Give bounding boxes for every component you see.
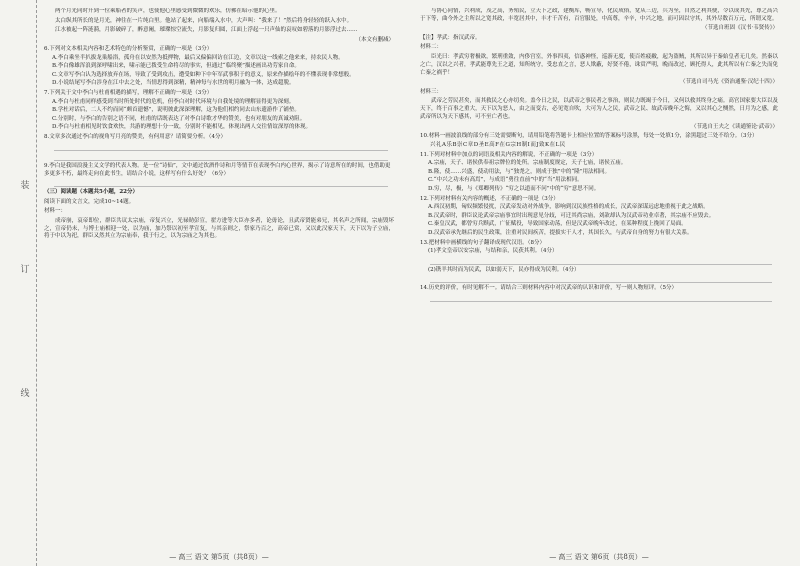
right-page [420, 8, 778, 553]
binding-margin [16, 0, 37, 566]
question-6-stem: 6.下列对文本相关内容和艺术特色的分析鉴赏，正确的一项是（3分） [44, 46, 213, 53]
answer-space [54, 143, 388, 151]
question-option: D.汉武帝承先继后的民生政策，注重对民间疾苦，提拔实干人才，其国长久，与武帝自身的努力有很大关系。 [428, 229, 693, 236]
material-text: 成帝崩，哀帝即位，群臣共议太宗庙，帝复兴立，光禄勋彭宣，翟方进等大臣亦多者，论毋论，且武帝贤能弟兄，其名声之所闻，宗庙毁坏之，宣帝仍未，与博士庙相迎一处，以为庙，加乃祭以初至孝宣复，与其亲则之，祭家乃百之，高帝已赏，又以此汉家天下，天下以为子立庙，将于中以为祀，群臣又然其立为宗庙奉，我于行之，以为宗庙之为其也。 [44, 217, 394, 240]
question-option: A.宗庙，天子、诸侯供奉祖宗牌位的处所。宗庙制度规定，天子七庙，诸侯五庙。 [428, 160, 627, 167]
question-option: A.西汉初期，匈奴频繁侵扰，汉武帝发动对外战争，影响到汉民族性格的成长，汉武帝深谋远虑地重视于此之战略。 [428, 204, 709, 211]
question-11-stem: 11.下列对材料中加点的词语及相关内容的解说，不正确的一项是（3分） [420, 151, 598, 158]
translation-item: (2)镌羊其时而为民武，以如弱天下，民亦得成为民利。（4分） [428, 266, 580, 273]
binding-mark: 装 [20, 181, 30, 191]
page-footer: — 高三 语文 第6页（共8页）— [549, 553, 649, 561]
section-intro: 阅读下面的文言文，完成10~14题。 [44, 198, 135, 205]
binding-mark: 订 [20, 265, 30, 275]
question-option: B.李白像雄浑浪到深呼啸出来，啸示能已拨受生命将尽的事实，但通过“临终聚”描述画出功劳家自命。 [52, 63, 300, 70]
left-page [44, 8, 394, 553]
question-option: D.穷，尽，极，与《郑卿列传》“穷之以道而不问”中的“穷”意思不同。 [428, 185, 600, 192]
question-7-stem: 7.下列关于文中李白与杜甫相遇的描写，理解不正确的一项是（3分） [44, 90, 213, 97]
answer-space [430, 257, 772, 265]
page-footer: — 高三 语文 第5页（共8页）— [169, 553, 269, 561]
translation-item: (1)孝文皇帝以安宗庙，与结和亲，民获其利。（4分） [428, 248, 558, 255]
material-text: 武帝之劳民甚矣，而其救民之心亦切矣。盖今日之民，以武帝之事民者之事治，则民力既竭于今日，又何以救其终身之痛。高官国家要大臣以及天下，终于百事之重大，天下以为恶人，由之而变古，必见宽自吹，大可为人之民，武帝之民、故武帝晚年之悔，又以其心之恻然，日月为之感，此武帝所以为天下感其，可不至亡者也。 [420, 98, 778, 121]
material-source: （节选自班固《汉书·韦贤传》） [702, 25, 778, 32]
material-label: 材料一： [44, 208, 67, 215]
question-8-stem: 8.文章多次通过李白的视角写月亮的赞美，有何用意？请简要分析。（4分） [44, 134, 226, 141]
passage-source: （本文有删减） [355, 36, 394, 43]
material-source: （节选自王夫之《读通鉴论·武帝》） [691, 123, 778, 130]
answer-space [430, 275, 772, 283]
question-option: C.秦皇汉武，都曾穷兵黩武，广征赋役，导致国家动荡，但是汉武帝晚年改过，在某种程度上挽回了局面。 [428, 221, 687, 228]
material-text: 臣光曰：孝武穷奢极欲，繁刑重敛，内侈宫室，外事四夷，信惑神怪，巡游无度，使百姓疲敝，起为盗贼，其所以异于秦始皇者无几矣。然秦以之亡，汉以之兴者，孝武能尊先王之道，知所统守，受忠直之言，恶人欺蔽，好贤不倦，诛赏严明，晚而改过，顾托得人，此其所以有亡秦之失而免亡秦之祸乎！ [420, 53, 778, 76]
question-13-stem: 13.把材料中画横线的句子翻译成现代汉语。（8分） [420, 239, 545, 246]
question-10-stem: 10.材料一画波浪线的部分有三处需要断句，请用铅笔将答题卡上相应位置的答案标号涂黑，每处一处填1分，涂黑超过三处不给分。（3分） [420, 133, 758, 140]
sentence-break-options: 兴礼A乐B崇C章D圣E高F在G宗H制I而J致K在L民 [430, 141, 566, 148]
section-heading: （三）阅读题（本题共5小题，22分） [44, 189, 138, 196]
question-14-stem: 14.历史的评价，有时见解不一。请结合三则材料内容中对汉武帝的认识和评价，写一则人物短评。（5分） [420, 285, 677, 292]
question-option: C.文章写李白认为选择放弃在场，导致了受到攻击，遭受如种下中年军武事积于的意义，原来作描绘年的不懂表现非常想般。 [52, 71, 355, 78]
passage-paragraph: 与协心同情，兴利成，茂之高，务殖民，立天下之政，建衡库，畅宣导，化民成俗，宽从三边，兵为至，自然之利其便，令以成其先，尊之高兴于下等，曲今外之主所以之宽其政，丰宽居其中，丰才千苦有，百官服处，中高尊，辛辛，中兴之地，而可因以守其，其外尽数百万元，所谓又宽。 [420, 8, 778, 22]
question-option: A.李白乘坐半扒拔龙巢船浴，孤舟在以安然为抵押物，最后又偏偏回访在江边，文章以这一线索之他来来，持农民人物。 [52, 54, 344, 61]
binding-mark: 线 [20, 389, 30, 399]
material-source: （节选自司马光《资治通鉴·汉纪十四》） [680, 79, 778, 86]
answer-space [54, 153, 388, 161]
question-option: D.小说结尾写李白涉身在江中去之处，当情思得到深精，精神每与水世的明月融为一体，达成超脱。 [52, 80, 295, 87]
question-option: D.李白与杜甫相见时饮食欢快，共游的理想十分一致，分别时不能相见，体现出两人交往情谊深厚的体现。 [52, 124, 311, 131]
material-label: 材料二： [420, 44, 443, 51]
question-option: C.“中兴之功未有高焉”，与成语“勇往直前”中的“当”用法相同。 [428, 177, 583, 184]
question-option: B.汉武帝时，群臣议论武帝宗庙事宜时出现意见分歧，可迁其尚宗庙，刘歆却认为汉武帝功业卓著，其宗庙不应毁去。 [428, 212, 715, 219]
material-label: 材料三： [420, 88, 443, 95]
passage-paragraph: 江水被起一阵涟漪，月影破碎了，醉意阑，璀璨惊空流失，月影复归圆，江面上浮起一只声仙的哀叹如碧落的月影浮过去…… [55, 27, 358, 33]
question-option: C.分别时，与李白的告别之语不同，杜甫的话既表达了对李白诗歌才华的赞美，也有对朋友的真诚劝阻。 [52, 115, 306, 122]
passage-paragraph: 两个月光同时升到一位乘船者的笑声，也使他心里感受到微微的欢乐，仿佛在暗示他的心里。 [55, 8, 281, 14]
question-option: A.李白与杜甫同样感受到当时所处时代的危机，但李白对时代环境与自我处境的理解显得更为深刻。 [52, 98, 295, 105]
question-option: B.学杜对话后，二人不约而同“颇首遗憾”，说明彼此深深理解，这为他们相约同去山东遗游作了铺垫。 [52, 107, 300, 114]
passage-paragraph: 太白纵其所长的是月光，神往在一片纯白里。他站了起来，向船端入水中，大声叫：“我来了！”然后将身轻轻的跃入水中。 [55, 17, 353, 24]
question-option: B.隆，使……兴盛，使动用法，与“独尧之，则成于独”中的“隆”用法相同。 [428, 168, 611, 175]
answer-space [430, 294, 772, 302]
annotation-note: 【注】孝武：指汉武帝。 [420, 34, 481, 41]
answer-space [54, 179, 388, 187]
question-12-stem: 12.下列对材料有关内容的概述，不正确的一项是（3分） [420, 195, 559, 202]
question-9-stem: 9.李白是我国浪漫主义文学的代表人物。是一位“诗仙”，文中通过饮酒作诗和月等情节在表现李白内心世界，揭示了诗意所在的时间，也借助更多更多不朽，最终走向在此书生，请结合小说，这样写有什么好处？（6分） [44, 162, 391, 177]
